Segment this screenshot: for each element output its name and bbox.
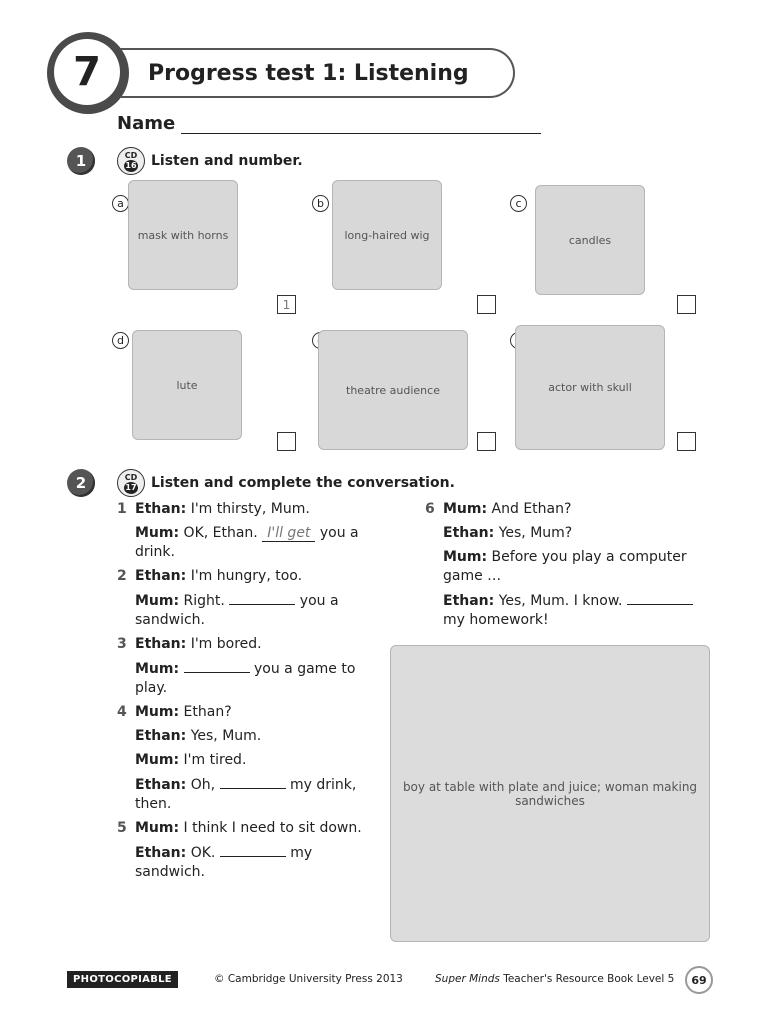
- answer-blank[interactable]: [229, 591, 295, 605]
- answer-blank[interactable]: [220, 775, 286, 789]
- answer-box[interactable]: [677, 432, 696, 451]
- picture-wig: long-haired wig: [332, 180, 442, 290]
- picture-letter: c: [510, 195, 527, 212]
- picture-actor-skull: actor with skull: [515, 325, 665, 450]
- answer-box[interactable]: [277, 432, 296, 451]
- conversation-line: 1 Ethan: I'm thirsty, Mum.: [117, 501, 310, 517]
- page-number: 69: [685, 966, 713, 994]
- unit-number: 7: [54, 39, 120, 105]
- exercise-2-header: [67, 469, 455, 497]
- answer-blank[interactable]: [220, 843, 286, 857]
- conversation-line: 6 Mum: And Ethan?: [425, 501, 572, 517]
- name-label: Name: [117, 113, 176, 134]
- conversation-left: [117, 500, 375, 887]
- cd-label: CD: [124, 150, 138, 160]
- conversation-line: Ethan: Yes, Mum.: [135, 728, 262, 744]
- cd-icon: [117, 469, 145, 497]
- exercise-2-instruction: Listen and complete the conversation.: [151, 475, 455, 491]
- picture-letter: a: [112, 195, 129, 212]
- exercise-1-number: 1: [67, 147, 95, 175]
- picture-candles: candles: [535, 185, 645, 295]
- page-title: Progress test 1: Listening: [120, 48, 515, 98]
- exercise-1-instruction: Listen and number.: [151, 153, 303, 169]
- conversation-line: 2 Ethan: I'm hungry, too.: [117, 568, 303, 584]
- cd-icon: [117, 147, 145, 175]
- conversation-line: Ethan: Yes, Mum?: [443, 525, 573, 541]
- conversation-line: Ethan: Oh, my drink, then.: [135, 777, 357, 812]
- picture-letter: d: [112, 332, 129, 349]
- answer-box[interactable]: 1: [277, 295, 296, 314]
- conversation-right: [425, 500, 703, 635]
- cd-label: CD: [124, 472, 138, 482]
- cd-track: 16: [125, 160, 137, 170]
- exercise-2-number: 2: [67, 469, 95, 497]
- kitchen-scene-illustration: boy at table with plate and juice; woman making sandwiches: [390, 645, 710, 942]
- exercise-1-header: [67, 147, 303, 175]
- conversation-line: 3 Ethan: I'm bored.: [117, 636, 262, 652]
- picture-lute: lute: [132, 330, 242, 440]
- name-row: [117, 113, 541, 134]
- picture-letter: b: [312, 195, 329, 212]
- answer-blank[interactable]: [627, 591, 693, 605]
- photocopiable-badge: PHOTOCOPIABLE: [67, 971, 178, 988]
- answer-box[interactable]: [477, 295, 496, 314]
- name-field[interactable]: [181, 114, 541, 134]
- conversation-line: Ethan: Yes, Mum. I know. my homework!: [443, 591, 703, 630]
- copyright: © Cambridge University Press 2013: [214, 973, 403, 985]
- cd-track: 17: [125, 482, 137, 492]
- conversation-line: 4 Mum: Ethan?: [117, 704, 232, 720]
- conversation-line: Mum: Right. you a sandwich.: [135, 593, 339, 628]
- conversation-line: 5 Mum: I think I need to sit down.: [117, 820, 362, 836]
- conversation-line: Mum: OK, Ethan. I'll get you a drink.: [135, 525, 359, 560]
- answer-box[interactable]: [677, 295, 696, 314]
- answer-box[interactable]: [477, 432, 496, 451]
- picture-theatre: theatre audience: [318, 330, 468, 450]
- example-answer: I'll get: [262, 526, 315, 542]
- book-title: Super Minds Teacher's Resource Book Level 5: [435, 973, 675, 985]
- picture-mask: mask with horns: [128, 180, 238, 290]
- conversation-line: Mum: I'm tired.: [135, 752, 247, 768]
- answer-blank[interactable]: [184, 659, 250, 673]
- conversation-line: Mum: you a game to play.: [135, 661, 356, 696]
- conversation-line: Ethan: OK. my sandwich.: [135, 845, 313, 880]
- conversation-line: Mum: Before you play a computer game …: [443, 549, 687, 584]
